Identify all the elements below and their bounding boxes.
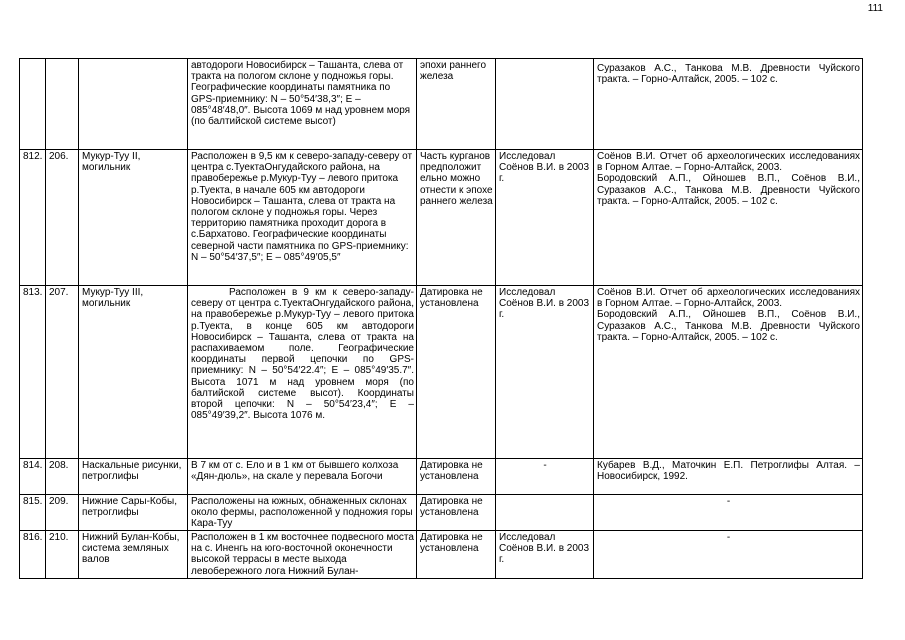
- researcher-text: [496, 59, 594, 150]
- researcher-text: Исследовал Соёнов В.И. в 2003 г.: [496, 531, 594, 579]
- table-row: [20, 59, 863, 150]
- row-number: 815.: [20, 495, 46, 531]
- literature-entry: Бородовский А.П., Ойношев В.П., Соёнов В.И., Суразаков А.С., Танкова М.В. Древности Чуйского тракта. – Горно-Алтайск, 2005. – 102 с.: [597, 309, 860, 343]
- location-text: автодороги Новосибирск – Ташанта, слева от тракта на пологом склоне у подножья горы. Географические координаты памятника по GPS-приемнику: N – 50°54′38,3″; E – 085°48′48,0″. Высота 1069 м над уровнем моря (по балтийской системе высот): [188, 59, 417, 150]
- dating-text: Датировка не установлена: [417, 286, 496, 459]
- location-text: Расположены на южных, обнаженных склонах около фермы, расположенной у подножия горы Кара-Туу: [188, 495, 417, 531]
- literature-entry: Соёнов В.И. Отчет об археологических исследованиях в Горном Алтае. – Горно-Алтайск, 2003.: [597, 287, 860, 310]
- literature-entry: Бородовский А.П., Ойношев В.П., Соёнов В.И., Суразаков А.С., Танкова М.В. Древности Чуйского тракта. – Горно-Алтайск, 2005. – 102 с.: [597, 173, 860, 207]
- researcher-text: -: [496, 459, 594, 495]
- monument-id: 208.: [46, 459, 79, 495]
- location-text: Расположен в 1 км восточнее подвесного моста на с. Иненгь на юго-восточной оконечности высокой террасы в месте выхода левобережного лога Нижний Булан-: [188, 531, 417, 579]
- literature-entry: Кубарев В.Д., Маточкин Е.П. Петроглифы Алтая. – Новосибирск, 1992.: [597, 460, 860, 483]
- literature-text: [594, 495, 863, 531]
- row-number: [20, 59, 46, 150]
- table-row: [20, 286, 863, 459]
- dating-text: эпохи раннего железа: [417, 59, 496, 150]
- monument-name: [79, 59, 188, 150]
- literature-entry: Суразаков А.С., Танкова М.В. Древности Чуйского тракта. – Горно-Алтайск, 2005. – 102 с.: [597, 63, 860, 86]
- row-number: 813.: [20, 286, 46, 459]
- literature-text: [594, 459, 863, 495]
- row-number: 814.: [20, 459, 46, 495]
- monument-id: 210.: [46, 531, 79, 579]
- literature-entry: Соёнов В.И. Отчет об археологических исследованиях в Горном Алтае. – Горно-Алтайск, 2003.: [597, 151, 860, 174]
- table-row: [20, 459, 863, 495]
- page-number: 111: [867, 3, 883, 14]
- table-row: [20, 531, 863, 579]
- table-row: [20, 495, 863, 531]
- literature-text: [594, 59, 863, 150]
- dating-text: Датировка не установлена: [417, 531, 496, 579]
- dating-text: Часть курганов предположит ельно можно отнести к эпохе раннего железа: [417, 150, 496, 286]
- monument-name: Нижние Сары-Кобы, петроглифы: [79, 495, 188, 531]
- row-number: 816.: [20, 531, 46, 579]
- monument-name: Мукур-Туу III, могильник: [79, 286, 188, 459]
- monument-id: 206.: [46, 150, 79, 286]
- monument-name: Нижний Булан-Кобы, система земляных валов: [79, 531, 188, 579]
- monument-id: 209.: [46, 495, 79, 531]
- dating-text: Датировка не установлена: [417, 459, 496, 495]
- researcher-text: Исследовал Соёнов В.И. в 2003 г.: [496, 150, 594, 286]
- literature-text: [594, 286, 863, 459]
- monument-id: 207.: [46, 286, 79, 459]
- location-text: В 7 км от с. Ело и в 1 км от бывшего колхоза «Дян-дюль», на скале у перевала Богочи: [188, 459, 417, 495]
- location-text: Расположен в 9 км к северо-западу-северу от центра с.ТуектаОнгудайского района, на правобережье р.Мукур-Туу – левого притока р.Туекта, в конце 605 км автодороги Новосибирск – Ташанта, слева от тракта на распахиваемом поле. Географические координаты первой цепочки по GPS-приемнику: N – 50°54′22.4″; E – 085°49′35.7″. Высота 1071 м над уровнем моря (по балтийской системе высот). Координаты второй цепочки: N – 50°54′23,4″; E – 085°49′39,2″. Высота 1076 м.: [188, 286, 417, 459]
- monument-name: Наскальные рисунки, петроглифы: [79, 459, 188, 495]
- row-number: 812.: [20, 150, 46, 286]
- literature-text: [594, 531, 863, 579]
- literature-entry: -: [726, 532, 731, 543]
- literature-text: [594, 150, 863, 286]
- literature-entry: -: [726, 496, 731, 507]
- researcher-text: [496, 495, 594, 531]
- location-text: Расположен в 9,5 км к северо-западу-северу от центра с.ТуектаОнгудайского района, на правобережье р.Мукур-Туу – левого притока р.Туекта, в начале 605 км автодороги Новосибирск – Ташанта, слева от тракта на пологом склоне у подножья горы. Через территорию памятника проходит дорога в с.Бархатово. Географические координаты северной части памятника по GPS-приемнику: N – 50°54′37,5″; E – 085°49′05,5″: [188, 150, 417, 286]
- table-row: [20, 150, 863, 286]
- researcher-text: Исследовал Соёнов В.И. в 2003 г.: [496, 286, 594, 459]
- dating-text: Датировка не установлена: [417, 495, 496, 531]
- monuments-table: [19, 58, 863, 579]
- monument-name: Мукур-Туу II, могильник: [79, 150, 188, 286]
- monument-id: [46, 59, 79, 150]
